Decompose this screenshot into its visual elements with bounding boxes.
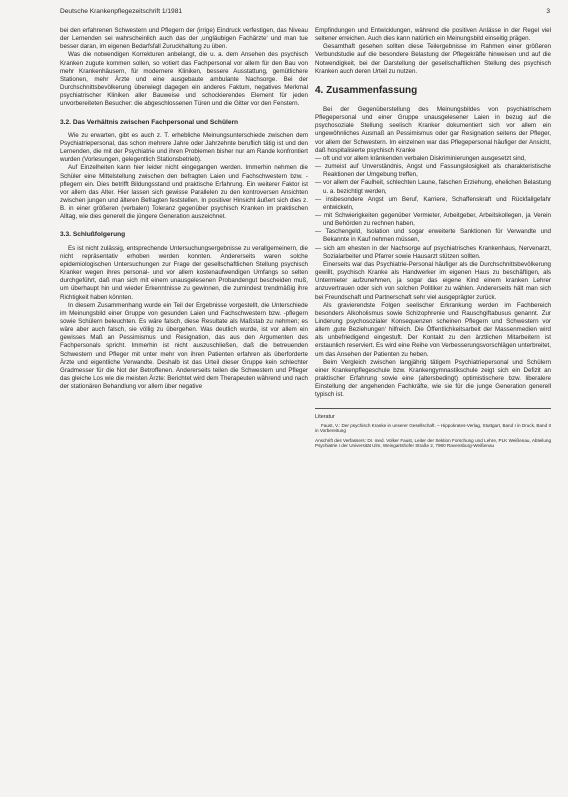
list-item: — mit Schwierigkeiten gegenüber Vermieter, Arbeitgeber, Arbeitskollegen, ja Verein und Behörden zu rechnen haben, (315, 211, 551, 228)
list-item: — zumeist auf Unverständnis, Angst und Fassungslosigkeit als charakteristische Reaktionen der Umgebung treffen, (315, 163, 551, 179)
paragraph: Wie zu erwarten, gibt es auch z. T. erhebliche Meinungsunterschiede zwischen dem Psychiatriepersonal, das schon mehrere Jahre oder Jahrzehnte beruflich tätig ist und den Lernenden, die mit der Psychiatrie und ihren Problemen bisher nur am Rande konfrontiert wurden (Vorlesungen, gelegentlich Stationsbetrieb). (60, 131, 308, 164)
journal-title: Deutsche Krankenpflegezeitschrift 1/1981 (60, 8, 183, 15)
author-address: Anschrift des Verfassers: Dr. med. Volker Faust, Leiter der Sektion Forschung und Lehre, PLK Weißenau, Abteilung Psychiatrie I der Universität Ulm, Weingartshofer Straße 2, 7980 Ravensburg-Weißenau (315, 437, 551, 448)
paragraph: Empfindungen und Entwicklungen, während die positiven Anlässe in der Regel viel seltener erreichen. Auch dies kann natürlich ein Meinungsbild einseitig prägen. (315, 27, 551, 43)
list-item: — Taschengeld, Isolation und sogar erweiterte Sanktionen für Verwandte und Bekannte in Kauf nehmen müssen, (315, 228, 551, 244)
section-heading-4: 4. Zusammenfassung (315, 84, 418, 96)
paragraph: Bei der Gegenüberstellung des Meinungsbildes von psychiatrischem Pflegepersonal und einer Gruppe unausgelesener Laien in bezug auf die psychosoziale Stellung seelisch Kranker dokumentiert sich vor allem ein ungewöhnliches Ausmaß an Pessimismus oder gar Resignation seitens der Pfleger, vor allem der Schwestern. Im einzelnen war das Pflegepersonal häufiger der Ansicht, daß hospitalisierte psychisch Kranke (315, 105, 551, 154)
paragraph: bei den erfahrenen Schwestern und Pflegern der (irrige) Eindruck verfestigen, das Niveau der Lernenden sei wahrscheinlich auch das der ‚ungläubigen Fachärzte‘ und man tue besser daran, im eigenen Bedarfsfall Zuruckhaltung zu üben. (60, 27, 308, 51)
paragraph: Auf Einzelheiten kann hier leider nicht eingegangen werden. Immerhin nehmen die Schüler eine Mittelstellung zwischen den befragten Laien und Fachschwestern bzw. -pflegern ein. Dies betrifft Bildungsstand und praktische Erfahrung. Ein weiterer Faktor ist vor allem das Alter. Hier lassen sich gewisse Parallelen zu den kontroversen Ansichten zwischen jungen und älteren Befragten feststellen. In positiver Hinsicht äußert sich dies z. B. in einer größeren (verbalen) Toleranz gegenüber psychisch Kranken im praktischen Alltag, wie dies generell die jüngere Generation auszeichnet. (60, 164, 308, 221)
list-item: — oft und vor allem kränkenden verbalen Diskriminierungen ausgesetzt sind, (315, 154, 526, 162)
list-item: — insbesondere Angst um Beruf, Karriere, Schaffenskraft und Rückfallgefahr entwickeln, (315, 195, 551, 211)
section-heading-3-2: 3.2. Das Verhältnis zwischen Fachpersonal und Schülern (60, 118, 239, 126)
page-header (60, 8, 550, 20)
list-item: — vor allem der Faulheit, schlechten Laune, falschen Erziehung, ehelichen Belastung u. a. bezichtigt werden, (315, 179, 551, 195)
section-heading-3-3: 3.3. Schlußfolgerung (60, 231, 126, 239)
left-column (60, 27, 308, 391)
literature-divider (315, 408, 551, 409)
paragraph: Als gravierendste Folgen seelischer Erkrankung werden im Fachbereich besonders Alkoholismus sowie Schizophrenie und Rauschgiftabusus genannt. Zur Linderung psychosozialer Konsequenzen scheinen Pflegern und Schwestern vor allem ‚gute Beziehungen‘ hilfreich. Die Öffentlichkeitsarbeit der Massenmedien wird als unbefriedigend eingestuft. Der Kontakt zu den ärztlichen Mitarbeitern ist erstaunlich reserviert. Es wird eine Reihe von Verbesserungsvorschlägen unterbreitet, um das Ansehen der Patienten zu heben. (315, 301, 551, 358)
list-item: — sich am ehesten in der Nachsorge auf psychiatrisches Krankenhaus, Nervenarzt, Sozialarbeiter und Pfarrer sowie Hausarzt stützen sollten. (315, 244, 551, 260)
right-column (315, 27, 551, 448)
literature-entry: Faust, V.: Der psychisch Kranke in unserer Gesellschaft. – Hippokrates-Verlag, Stuttgart, Band I in Druck, Band II in Vorbereitung (315, 422, 551, 434)
paragraph: Gesamthaft gesehen sollten diese Teilergebnisse im Rahmen einer größeren Verbundstudie auf die besondere Belastung der Pflegekräfte hinweisen und auf die Notwendigkeit, bei der Darstellung der gesellschaftlichen Stellung des psychisch Kranken auch deren Urteil zu nutzen. (315, 43, 551, 75)
paragraph: Einerseits war das Psychiatrie-Personal häufiger als die Durchschnittsbevölkerung gewillt, psychisch Kranke als Handwerker im eigenen Haus zu beschäftigen, als Untermieter aufzunehmen, ja sogar das eigene Kind einem kranken Lehrer anzuvertrauen oder sich von solchen Politiker zu wählen. Andererseits hält man sich bei Freundschaft und Partnerschaft sehr viel ausgeprägter zurück. (315, 260, 551, 301)
paragraph: Es ist nicht zulässig, entsprechende Untersuchungsergebnisse zu verallgemeinern, die nicht repräsentativ erhoben werden konnten. Andererseits waren solche epidemiologischen Untersuchungen zur Frage der gesellschaftlichen Stellung psychisch Kranker wegen ihres personal- und vor allem kostenaufwendigen Umfangs so selten durchgeführt, daß man sich mit einem unausgelesenen Probandengut bescheiden muß, um überhaupt hin und wieder Erkenntnisse zu gewinnen, die zumindest trendmäßig ihre Richtigkeit haben könnten. (60, 244, 308, 301)
page-number: 3 (546, 8, 550, 15)
paragraph: In diesem Zusammenhang wurde ein Teil der Ergebnisse vorgestellt, die Unterschiede im Meinungsbild einer Gruppe von gesunden Laien und Fachschwestern bzw. -pflegern sowie Schülern beleuchten. Es wäre falsch, diese Resultate als Maßstab zu nehmen; es wäre aber auch falsch, sie völlig zu übergehen. Was deutlich wurde, ist vor allem ein gewisses Maß an Pessimismus und Resignation, das aus den Argumenten des Fachpersonals spricht. Immerhin ist nicht auszuschließen, daß die betreuenden Schwestern und Pfleger mit unter mehr von ihren Patienten erfahren als überforderte Ärzte und eigentliche Verwandte. Deshalb ist das Urteil dieser Gruppe kein schlechter Gradmesser für die Not der Betroffenen. Andererseits teilen die Schwestern und Pfleger das gleiche Los wie die meisten Ärzte: Berichtet wird dem Therapeuten während und nach der stationären Behandlung vor allem über negative (60, 301, 308, 391)
paragraph: Was die notwendigen Korrekturen anbelangt, die u. a. dem Ansehen des psychisch Kranken zugute kommen sollen, so votiert das Fachpersonal vor allem für den Bau von mehr Krankenhäusern, für modernere Kliniken, bessere Ausstattung, gemütlichere Stationen, mehr Ärzte und eine ausgebaute ambulante Nachsorge. Bei der Durchschnittsbevölkerung überwiegt dagegen ein anderes Faktum, negatives Merkmal psychiatrischer Kliniken aller Bauweise und schockierendes Element für jeden unvorbereiteten Besucher: die abgeschlossenen Türen und die Gitter vor den Fenstern. (60, 51, 308, 108)
literature-label: Literatur (315, 413, 335, 420)
paragraph: Beim Vergleich zwischen langjährig tätigem Psychiatriepersonal und Schülern einer Krankenpflegeschule bzw. Krankengymnastikschule zeigt sich ein Defizit an praktischer Erfahrung sowie eine (altersbedingt) optimistischere bzw. liberalere Einstellung der angehenden Fachkräfte, wie sie für die junge Generation generell typisch ist. (315, 358, 551, 399)
